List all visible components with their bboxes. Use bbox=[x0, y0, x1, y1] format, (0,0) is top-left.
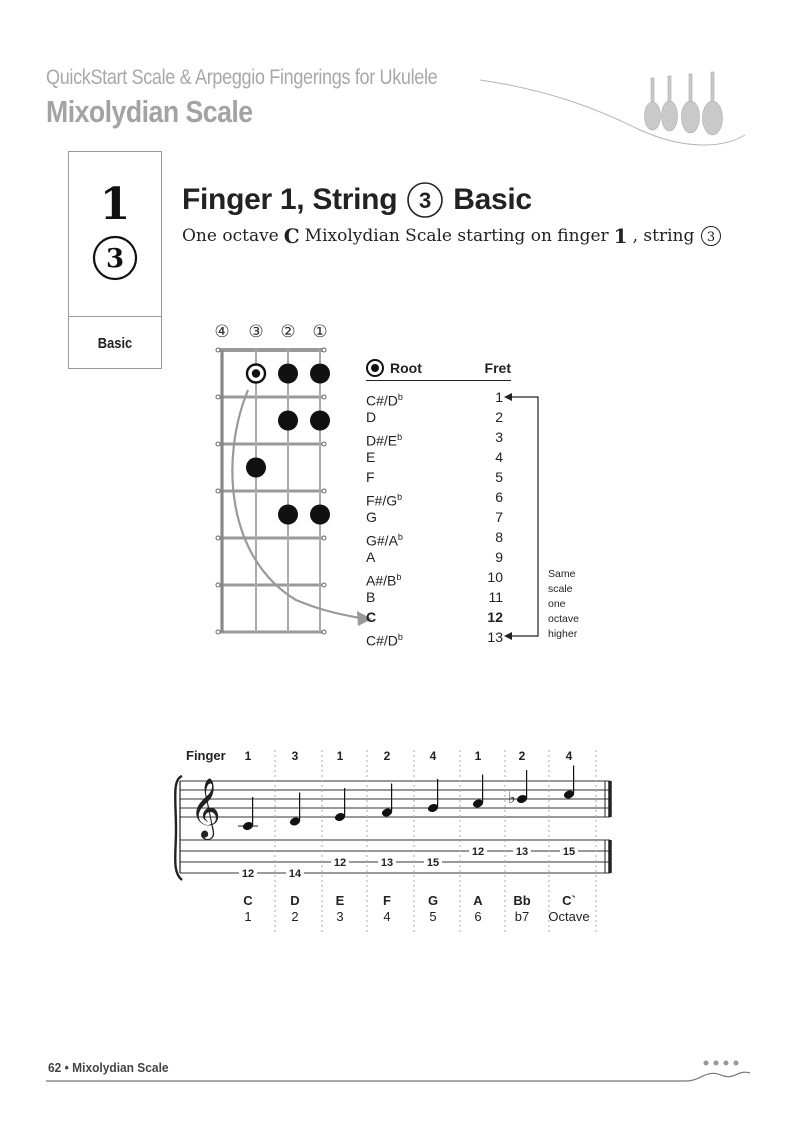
fret-end bbox=[216, 395, 220, 399]
note-name: D bbox=[366, 409, 377, 425]
octave-note-line: scale bbox=[548, 583, 573, 595]
fretboard-diagram bbox=[200, 318, 380, 648]
finger-number: 2 bbox=[518, 749, 526, 763]
string-number-label: ③ bbox=[248, 322, 264, 342]
fret-table-row bbox=[366, 627, 511, 647]
note-name: A bbox=[366, 549, 376, 565]
root-marker-icon bbox=[366, 359, 384, 377]
fret-table-row bbox=[366, 587, 511, 607]
octave-note-line: one bbox=[548, 598, 566, 610]
note-name: F bbox=[366, 469, 375, 485]
fret-table-row bbox=[366, 607, 511, 627]
fret-table-row bbox=[366, 567, 511, 587]
scale-degree: b7 bbox=[514, 909, 530, 924]
scale-degree: 4 bbox=[383, 909, 391, 924]
finger-dot bbox=[310, 364, 330, 384]
note-name: $F\#/G^b$ bbox=[366, 492, 403, 509]
note-name: A bbox=[473, 893, 483, 908]
position-description bbox=[182, 224, 722, 248]
fret-end bbox=[216, 489, 220, 493]
fret-number: 5 bbox=[495, 469, 503, 485]
root-label: Root bbox=[390, 360, 422, 376]
octave-note-line: higher bbox=[548, 628, 578, 640]
fret-number: 3 bbox=[495, 429, 503, 445]
note-name: E bbox=[366, 449, 376, 465]
finger-dot bbox=[278, 411, 298, 431]
desc-pre: One octave bbox=[182, 226, 279, 246]
series-title: QuickStart Scale & Arpeggio Fingerings for Ukulele bbox=[46, 66, 438, 89]
scale-degree: 2 bbox=[291, 909, 299, 924]
octave-bracket-arrow bbox=[500, 388, 550, 648]
desc-mid: Mixolydian Scale starting on finger bbox=[304, 226, 609, 246]
string-circle-icon bbox=[91, 234, 139, 282]
scale-degree: 5 bbox=[429, 909, 437, 924]
note-name: B bbox=[366, 589, 376, 605]
finger-number: 4 bbox=[429, 749, 437, 763]
note-name: E bbox=[335, 893, 345, 908]
title-post: Basic bbox=[453, 183, 532, 216]
note-name: C` bbox=[562, 893, 576, 908]
finger-dot bbox=[310, 411, 330, 431]
tab-fret-number: 15 bbox=[426, 857, 440, 869]
desc-key: C bbox=[283, 224, 300, 248]
svg-text:3: 3 bbox=[105, 244, 125, 274]
notation-and-tab bbox=[0, 740, 794, 940]
string-number-label: ② bbox=[280, 322, 296, 342]
tab-fret-number: 12 bbox=[241, 868, 255, 880]
box-divider bbox=[69, 316, 161, 317]
fret-number: 2 bbox=[495, 409, 503, 425]
note-name: $D\#/E^b$ bbox=[366, 432, 403, 449]
note-name: $G\#/A^b$ bbox=[366, 532, 403, 549]
scale-degree: Octave bbox=[548, 909, 590, 924]
note-name: C bbox=[366, 609, 377, 625]
note-name: F bbox=[383, 893, 391, 908]
fret-end bbox=[322, 348, 326, 352]
footer-section: Mixolydian Scale bbox=[72, 1060, 169, 1075]
fret-number: 13 bbox=[487, 629, 503, 645]
root-dot-center bbox=[252, 369, 260, 377]
fret-number: 8 bbox=[495, 529, 503, 545]
fret-end bbox=[216, 536, 220, 540]
finger-number: 2 bbox=[383, 749, 391, 763]
fret-table-row bbox=[366, 467, 511, 487]
tab-fret-number: 12 bbox=[471, 846, 485, 858]
fret-end bbox=[322, 536, 326, 540]
string-number-label: ④ bbox=[214, 322, 230, 342]
note-name: $A\#/B^b$ bbox=[366, 572, 402, 589]
fret-number: 10 bbox=[487, 569, 503, 585]
fret-table-row bbox=[366, 447, 511, 467]
note-name: $C\#/D^b$ bbox=[366, 392, 403, 409]
system-bracket bbox=[175, 776, 182, 880]
tab-fret-number: 14 bbox=[288, 868, 302, 880]
fret-end bbox=[322, 489, 326, 493]
fret-end bbox=[322, 630, 326, 634]
finger-number: 1 bbox=[99, 179, 131, 230]
fingering-kind: Basic bbox=[97, 335, 133, 352]
flat-sign-icon: ♭ bbox=[508, 788, 516, 807]
finger-dot bbox=[278, 364, 298, 384]
fret-end bbox=[216, 630, 220, 634]
treble-clef-icon: 𝄞 bbox=[190, 778, 221, 838]
footer-separator: • bbox=[64, 1060, 69, 1075]
title-pre: Finger 1, String bbox=[182, 183, 398, 216]
fret-label: Fret bbox=[484, 360, 511, 376]
fret-table-row bbox=[366, 527, 511, 547]
octave-note-line: Same bbox=[548, 568, 576, 580]
tab-fret-number: 12 bbox=[333, 857, 347, 869]
note-name: G bbox=[366, 509, 377, 525]
fret-end bbox=[322, 442, 326, 446]
finger-dot bbox=[278, 505, 298, 525]
page-number: 62 bbox=[48, 1060, 62, 1075]
finger-number: 4 bbox=[565, 749, 573, 763]
desc-post: , string bbox=[632, 226, 695, 246]
octave-note-line: octave bbox=[548, 613, 579, 625]
fret-end bbox=[322, 395, 326, 399]
fret-number: 9 bbox=[495, 549, 503, 565]
fret-number: 11 bbox=[488, 589, 503, 605]
finger-number: 1 bbox=[474, 749, 482, 763]
fret-number: 7 bbox=[495, 509, 503, 525]
fret-number: 4 bbox=[495, 449, 503, 465]
fret-end bbox=[216, 348, 220, 352]
tab-fret-number: 13 bbox=[515, 846, 529, 858]
scale-degree: 3 bbox=[336, 909, 344, 924]
scale-degree: 6 bbox=[474, 909, 482, 924]
scale-degree: 1 bbox=[244, 909, 252, 924]
fret-table bbox=[366, 356, 511, 647]
tab-fret-number: 13 bbox=[380, 857, 394, 869]
finger-number: 1 bbox=[244, 749, 252, 763]
fret-table-header bbox=[366, 356, 511, 381]
finger-number: 1 bbox=[336, 749, 344, 763]
fret-number: 1 bbox=[495, 389, 503, 405]
string-circle-icon bbox=[700, 225, 722, 247]
fret-table-row bbox=[366, 507, 511, 527]
fret-table-row bbox=[366, 487, 511, 507]
fret-table-row bbox=[366, 547, 511, 567]
fret-table-row bbox=[366, 387, 511, 407]
desc-finger: 1 bbox=[613, 224, 628, 248]
finger-dot bbox=[246, 458, 266, 478]
note-name: C bbox=[243, 893, 253, 908]
note-name: D bbox=[290, 893, 300, 908]
finger-number: 3 bbox=[291, 749, 299, 763]
octave-note bbox=[548, 567, 588, 642]
fret-end bbox=[216, 583, 220, 587]
fret-table-row bbox=[366, 407, 511, 427]
tab-fret-number: 15 bbox=[562, 846, 576, 858]
fret-number: 12 bbox=[487, 609, 503, 625]
finger-dot bbox=[310, 505, 330, 525]
string-circle-icon bbox=[405, 180, 445, 220]
finger-row-label: Finger bbox=[186, 748, 226, 763]
four-ukuleles-icon bbox=[636, 70, 736, 140]
note-name: G bbox=[427, 893, 439, 908]
fret-table-row bbox=[366, 427, 511, 447]
svg-text:3: 3 bbox=[419, 188, 432, 213]
fret-end bbox=[216, 442, 220, 446]
svg-text:3: 3 bbox=[707, 230, 716, 245]
note-name: Bb bbox=[513, 893, 531, 908]
fret-number: 6 bbox=[495, 489, 503, 505]
string-number-label: ① bbox=[312, 322, 328, 342]
position-title bbox=[182, 180, 532, 220]
footer-rule bbox=[46, 1055, 756, 1090]
fingering-box bbox=[68, 151, 162, 369]
note-name: $C\#/D^b$ bbox=[366, 632, 403, 649]
fret-end bbox=[322, 583, 326, 587]
page-title: Mixolydian Scale bbox=[46, 94, 253, 129]
